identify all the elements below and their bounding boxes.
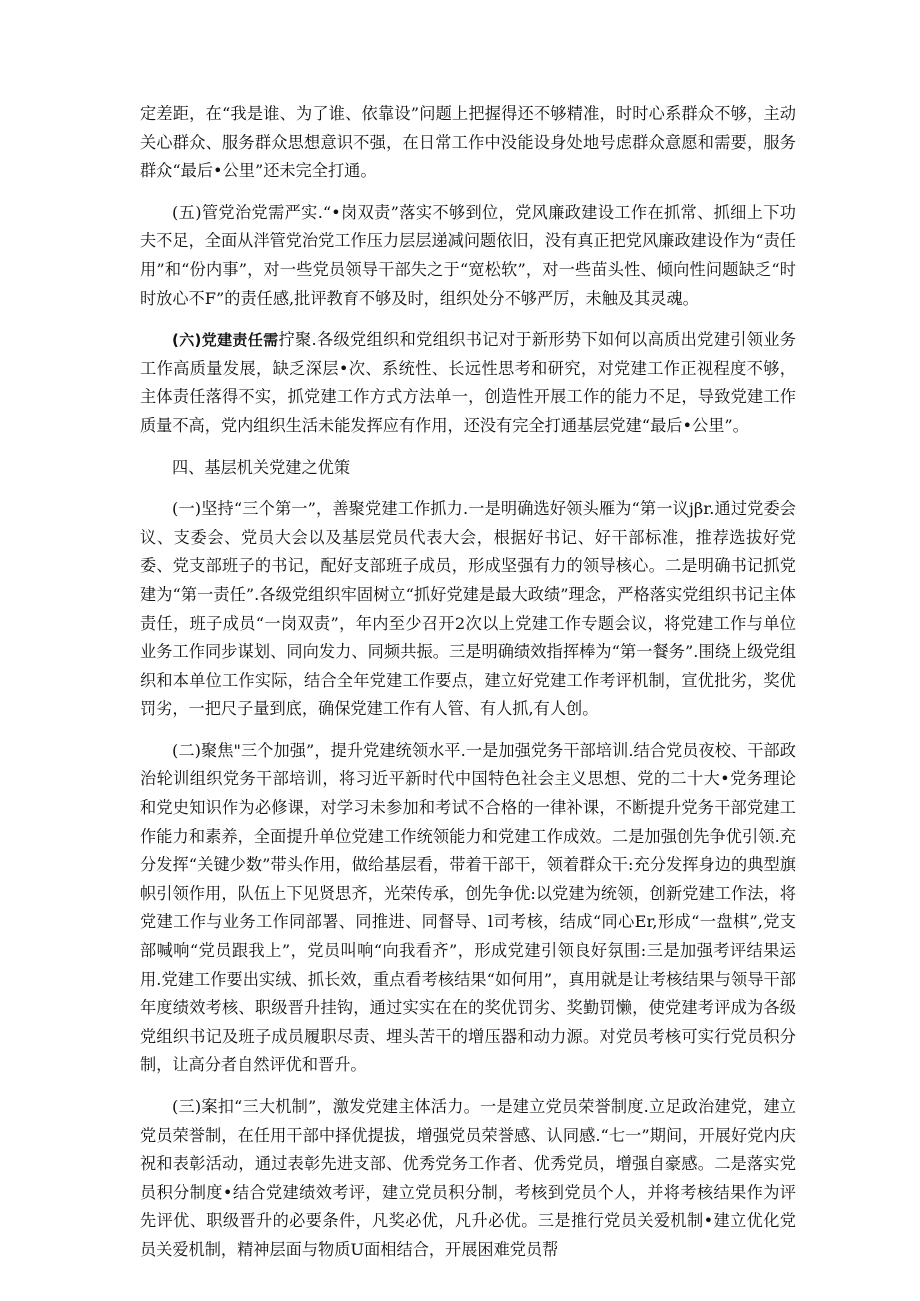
- paragraph-p5: (二)聚焦"三个加强”，提升党建统领水平.一是加强党务干部培训.结合党员夜校、干部政治轮训组织党务干部培训，将习近平新时代中国特色社会主义思想、党的二十大•党务理论和党史知识作为必修课，对学习未参加和考试不合格的一律补课，不断提升党务干部党建工作能力和素养，全面提升单位党建工作统领能力和党建工作成效。二是加强创先争优引领.充分发挥“关键少数”带头作用，做给基层看，带着干部干，领着群众干:充分发挥身边的典型旗帜引领作用，队伍上下见贤思齐，光荣传承，创先争优:以党建为统领，创新党建工作法，将党建工作与业务工作同部署、同推进、同督导、l司考核，结成“同心Er,形成“一盘棋”,党支部喊响“党员跟我上”，党员叫响“向我看齐”，形成党建引领良好氛围:三是加强考评结果运用.党建工作要出实绒、抓长效，重点看考核结果“如何用”，真用就是让考核结果与领导干部年度绩效考核、职级晋升挂钩，通过实实在在的奖优罚劣、奖勤罚懒，使党建考评成为各级党组织书记及班子成员履职尽责、埋头苦干的增压器和动力源。对党员考核可实行党员积分制，让高分者自然评优和晋升。: [140, 740, 796, 1075]
- paragraph-p4: (一)坚持“三个第一”，善聚党建工作抓力.一是明确选好领头雁为“第一议jβr.通过党委会议、支委会、党员大会以及基层党员代表大会，根据好书记、好干部标准，推荐选拔好党委、党支部班子的书记，配好支部班子成员，形成坚强有力的领导核心。二是明确书记抓党建为“第一责任”.各级党组织牢固树立“抓好党建是最大政绩”理念，严格落实党组织书记主体责任，班子成员“一岗双责”，年内至少召开2次以上党建工作专题会议，将党建工作与单位业务工作同步谋划、同向发力、同频共振。三是明确绩效指挥棒为“第一餐务”.围绕上级党组织和本单位工作实际，结合全年党建工作要点，建立好党建工作考评机制，宣优批劣，奖优罚劣，一把尺子量到底，确保党建工作有人管、有人抓,有人创。: [140, 499, 796, 719]
- paragraph-p1: 定差距，在“我是谁、为了谁、依靠设”问题上把握得还不够精准，时时心系群众不够，主动关心群众、服务群众思想意识不强，在日常工作中没能设身处地号虑群众意愿和需要，服务群众“最后•公里”还未完全打通。: [140, 104, 796, 181]
- paragraph-p6: (三)案扣“三大机制”，激发党建主体活力。一是建立党员荣誉制度.立足政治建党，建立党员荣誉制，在任用干部中择优提拔，增强党员荣誉感、认同感.“七一”期间，开展好党内庆祝和表彰活动，通过表彰先进支部、优秀党务工作者、优秀党员，增强自豪感。二是落实党员积分制度•结合党建绩效考评，建立党员积分制，考核到党员个人，并将考核结果作为评先评优、职级晋升的必要条件，凡奖必优，凡升必优。三是推行党员关爱机制•建立优化党员关爱机制，精神层面与物质U面相结合，开展困难党员帮: [140, 1097, 796, 1259]
- paragraph-p3-lead: (六)党建责任需: [172, 331, 279, 350]
- paragraph-p3-body: 拧聚.各级党组织和党组织书记对于新形势下如何以高质出党建引领业务工作高质量发展，缺乏深层•次、系统性、长远性思考和研究，对党建工作正视程度不够，主体责任落得不实，抓党建工作方式方法单一，创造性开展工作的能力不足，导致党建工作质量不高，党内组织生活未能发挥应有作用，还没有完全打通基层党建“最后•公里”。: [140, 330, 796, 435]
- paragraph-p2: (五)管党治党需严实.“•岗双责”落实不够到位，党风廉政建设工作在抓常、抓细上下功夫不足，全面从泮管党治党工作压力层层递减问题依旧，没有真正把党风廉政建设作为“责任用”和“份内事”，对一些党员领导干部失之于“宽松软”，对一些苗头性、倾向性问题缺乏“时时放心不F”的责任感,批评教育不够及时，组织处分不够严厉，未触及其灵魂。: [140, 202, 796, 308]
- paragraph-p3: [140, 326, 796, 440]
- document-page: [140, 100, 796, 1265]
- section-heading-4: 四、基层机关党建之优策: [172, 457, 351, 477]
